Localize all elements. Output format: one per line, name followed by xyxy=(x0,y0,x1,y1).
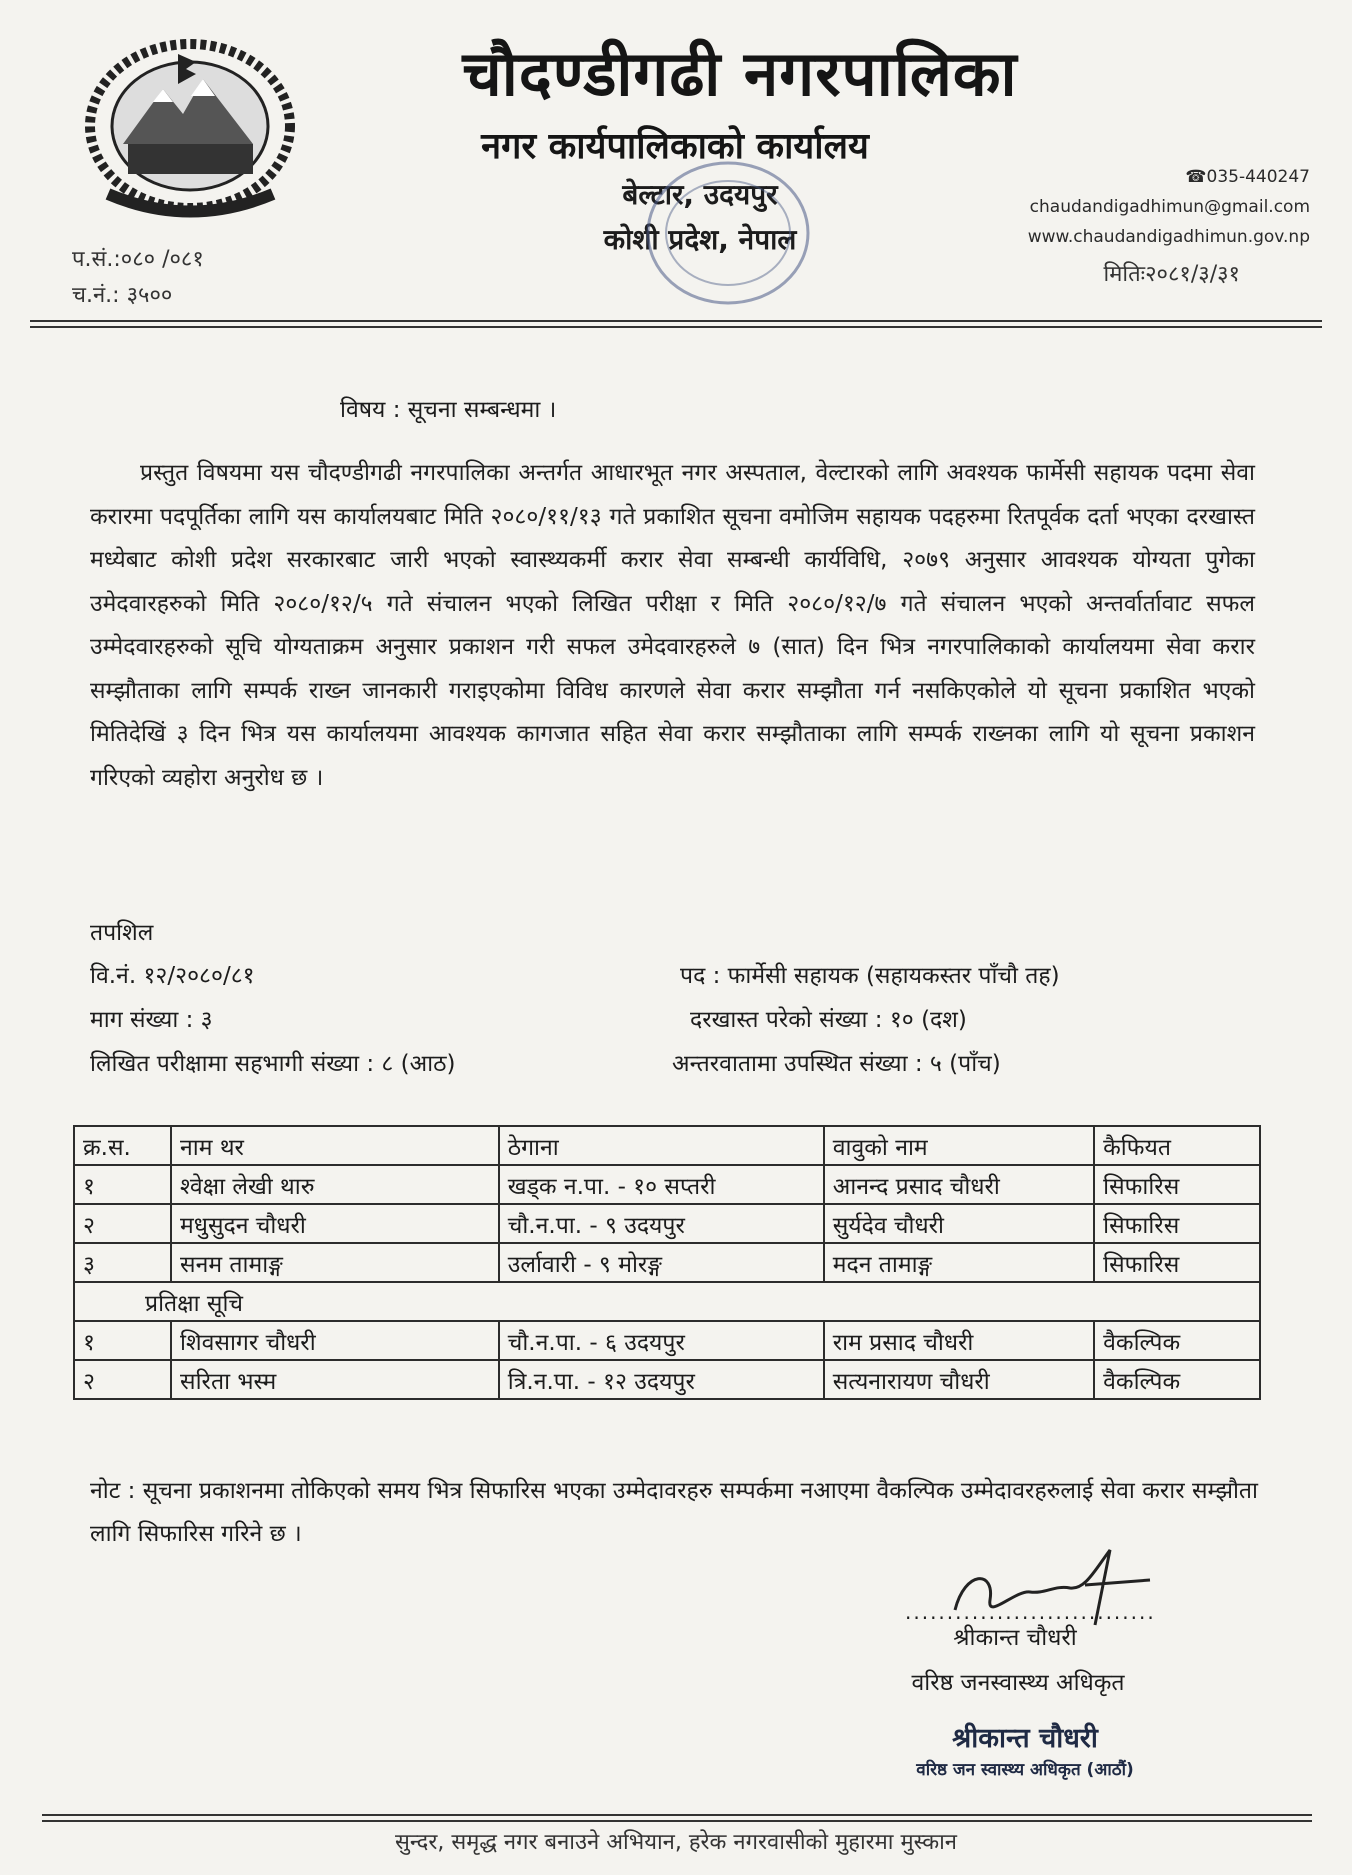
table-row xyxy=(74,1321,1260,1360)
table-row xyxy=(74,1243,1260,1282)
table-cell: मधुसुदन चौधरी xyxy=(171,1204,499,1243)
note-text: नोट : सूचना प्रकाशनमा तोकिएको समय भित्र सिफारिस भएका उम्मेदावरहरु सम्पर्कमा नआएमा वैकल्पिक उम्मेदावरहरुलाई सेवा करार सम्झौता लागि सिफारिस गरिने छ । xyxy=(90,1478,1258,1547)
table-cell: मदन तामाङ्ग xyxy=(824,1243,1094,1282)
footer-divider-2 xyxy=(42,1820,1312,1822)
tapsil-heading: तपशिल xyxy=(90,920,154,946)
table-cell: श्वेक्षा लेखी थारु xyxy=(171,1165,499,1204)
footer-slogan: सुन्दर, समृद्ध नगर बनाउने अभियान, हरेक नगरवासीको मुहारमा मुस्कान xyxy=(394,1830,958,1855)
table-cell: खड्क न.पा. - १० सप्तरी xyxy=(499,1165,824,1204)
table-cell: १ xyxy=(74,1321,171,1360)
table-cell: सिफारिस xyxy=(1094,1165,1260,1204)
table-cell: सिफारिस xyxy=(1094,1204,1260,1243)
signature-dots: .............................. xyxy=(905,1600,1156,1624)
dispatch-number: च.नं.: ३५०० xyxy=(72,283,173,308)
table-row xyxy=(74,1204,1260,1243)
header-cell: वावुको नाम xyxy=(824,1126,1094,1165)
table-cell: त्रि.न.पा. - १२ उदयपुर xyxy=(499,1360,824,1399)
interview-count: अन्तरवातामा उपस्थित संख्या : ५ (पाँच) xyxy=(672,1051,1001,1077)
subject-line: विषय : सूचना सम्बन्धमा । xyxy=(340,397,557,423)
waitlist-label-row xyxy=(74,1282,1260,1321)
table-row xyxy=(74,1165,1260,1204)
candidate-table xyxy=(73,1125,1261,1400)
application-count: दरखास्त परेको संख्या : १० (दश) xyxy=(690,1007,967,1033)
signatory-name: श्रीकान्त चौधरी xyxy=(953,1625,1077,1651)
phone-number: ☎035-440247 xyxy=(1185,167,1310,187)
org-name: चौदण्डीगढी नगरपालिका xyxy=(462,37,1018,110)
table-cell: २ xyxy=(74,1204,171,1243)
ref-number: प.सं.:०८० /०८१ xyxy=(72,247,204,272)
table-cell: १ xyxy=(74,1165,171,1204)
table-row xyxy=(74,1360,1260,1399)
header-divider-2 xyxy=(30,326,1322,328)
written-exam-count: लिखित परीक्षामा सहभागी संख्या : ८ (आठ) xyxy=(90,1051,456,1077)
table-cell: सुर्यदेव चौधरी xyxy=(824,1204,1094,1243)
header-cell: कैफियत xyxy=(1094,1126,1260,1165)
office-stamp-icon xyxy=(640,155,815,310)
website-url: www.chaudandigadhimun.gov.np xyxy=(1027,227,1310,247)
table-cell: सरिता भस्म xyxy=(171,1360,499,1399)
adv-number: वि.नं. १२/२०८०/८१ xyxy=(90,963,255,989)
table-cell: शिवसागर चौधरी xyxy=(171,1321,499,1360)
table-header-row xyxy=(74,1126,1260,1165)
contact-info xyxy=(1028,162,1310,252)
header-cell: क्र.स. xyxy=(74,1126,171,1165)
nepal-emblem-icon xyxy=(78,34,303,219)
table-cell: आनन्द प्रसाद चौधरी xyxy=(824,1165,1094,1204)
table-cell: वैकल्पिक xyxy=(1094,1321,1260,1360)
header-cell: नाम थर xyxy=(171,1126,499,1165)
office-name: नगर कार्यपालिकाको कार्यालय xyxy=(481,126,869,167)
table-cell: ३ xyxy=(74,1243,171,1282)
demand-count: माग संख्या : ३ xyxy=(90,1007,213,1033)
body-paragraph: प्रस्तुत विषयमा यस चौदण्डीगढी नगरपालिका अन्तर्गत आधारभूत नगर अस्पताल, वेल्टारको लागि अवश्यक फार्मेसी सहायक पदमा सेवा करारमा पदपूर्तिका लागि यस कार्यालयबाट मिति २०८०/११/१३ गते प्रकाशित सूचना वमोजिम सहायक पदहरुमा रितपूर्वक दर्ता भएका दरखास्त मध्येबाट कोशी प्रदेश सरकारबाट जारी भएको स्वास्थ्यकर्मी करार सेवा सम्बन्धी कार्यविधि, २०७९ अनुसार आवश्यक योग्यता पुगेका उमेदवारहरुको मिति २०८०/१२/५ गते संचालन भएको लिखित परीक्षा र मिति २०८०/१२/७ गते संचालन भएको अन्तर्वार्तावाट सफल उम्मेदवारहरुको सूचि योग्यताक्रम अनुसार प्रकाशन गरी सफल उमेदवारहरुले ७ (सात) दिन भित्र नगरपालिकाको कार्यालयमा सेवा करार सम्झौताका लागि सम्पर्क राख्न जानकारी गराइएकोमा विविध कारणले सेवा करार सम्झौता गर्न नसकिएकोले यो सूचना प्रकाशित भएको मितिदेखिं ३ दिन भित्र यस कार्यालयमा आवश्यक कागजात सहित सेवा करार सम्झौताका लागि सम्पर्क राख्नका लागि यो सूचना प्रकाशन गरिएको व्यहोरा अनुरोध छ । xyxy=(90,460,1255,791)
address-line2: कोशी प्रदेश, नेपाल xyxy=(603,223,797,256)
table-cell: चौ.न.पा. - ९ उदयपुर xyxy=(499,1204,824,1243)
table-cell: सनम तामाङ्ग xyxy=(171,1243,499,1282)
post-name: पद : फार्मेसी सहायक (सहायकस्तर पाँचौ तह) xyxy=(680,963,1060,989)
email-address: chaudandigadhimun@gmail.com xyxy=(1029,197,1310,217)
header-cell: ठेगाना xyxy=(499,1126,824,1165)
name-stamp-title: वरिष्ठ जन स्वास्थ्य अधिकृत (आठौं) xyxy=(916,1760,1134,1780)
issue-date: मितिः२०८१/३/३१ xyxy=(1103,262,1240,287)
table-cell: सिफारिस xyxy=(1094,1243,1260,1282)
table-cell: उर्लावारी - ९ मोरङ्ग xyxy=(499,1243,824,1282)
table-cell: चौ.न.पा. - ६ उदयपुर xyxy=(499,1321,824,1360)
table-cell: राम प्रसाद चौधरी xyxy=(824,1321,1094,1360)
waitlist-label: प्रतिक्षा सूचि xyxy=(74,1282,1260,1321)
reference-block xyxy=(72,242,204,314)
header-divider xyxy=(30,320,1322,322)
footer-divider xyxy=(42,1814,1312,1816)
name-stamp: श्रीकान्त चौधरी xyxy=(952,1723,1098,1754)
address-line1: बेल्टार, उदयपुर xyxy=(622,178,778,211)
table-cell: सत्यनारायण चौधरी xyxy=(824,1360,1094,1399)
table-cell: वैकल्पिक xyxy=(1094,1360,1260,1399)
signatory-title: वरिष्ठ जनस्वास्थ्य अधिकृत xyxy=(911,1670,1125,1696)
table-cell: २ xyxy=(74,1360,171,1399)
